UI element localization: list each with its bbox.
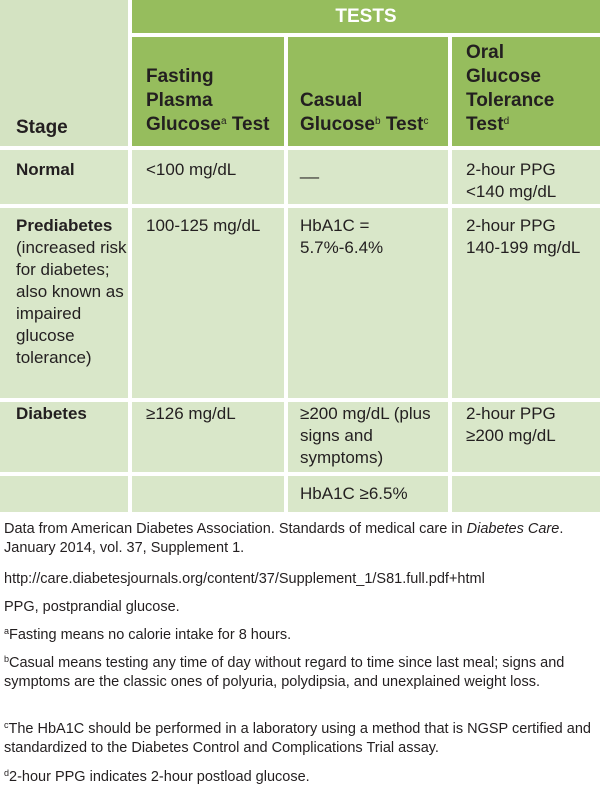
header-fpg-tail: Test (226, 114, 270, 135)
note-source-journal: Diabetes Care (466, 521, 560, 537)
fn-c-text: The HbA1C should be performed in a laboratory using a method that is NGSP certified and standardized to the Diabetes Control and Complications Trial assay. (4, 721, 591, 756)
header-fpg-sup: a (220, 116, 227, 127)
row-sep (0, 398, 600, 402)
fn-a-text: Fasting means no calorie intake for 8 hours. (9, 627, 292, 643)
header-band-sep (132, 33, 600, 37)
header-stage: Stage (16, 117, 68, 138)
row-normal-ogtt: 2-hour PPG <140 mg/dL (466, 160, 557, 201)
fn-c-mark: c (4, 720, 9, 730)
fn-b-mark: b (4, 654, 10, 664)
header-casual-sup: b (374, 116, 381, 127)
row-sep (0, 146, 600, 150)
row-normal-stage: Normal (16, 160, 75, 179)
note-footnote-b (4, 654, 596, 692)
tests-group-header: TESTS (335, 6, 397, 27)
note-ppg: PPG, postprandial glucose. (4, 599, 180, 615)
note-source-b: . January 2014, vol. 37, Supplement 1. (4, 521, 564, 556)
header-ogtt (466, 41, 576, 137)
col-sep (284, 33, 288, 512)
note-footnote-d (4, 768, 596, 787)
note-source-a: Data from American Diabetes Association. Standards of medical care in (4, 521, 467, 537)
header-ogtt-text: Oral Glucose Tolerance Test (466, 42, 555, 135)
row-prediabetes-stage-name: Prediabetes (16, 216, 113, 235)
row-prediabetes-stage-note: (increased risk for diabetes; also known as impaired glucose tolerance) (16, 238, 127, 367)
row-prediabetes-fpg: 100-125 mg/dL (146, 216, 261, 235)
col-sep (448, 33, 452, 512)
note-source (4, 520, 596, 558)
note-footnote-a (4, 626, 596, 645)
row-normal-fpg: <100 mg/dL (146, 160, 237, 179)
row-prediabetes-ogtt: 2-hour PPG 140-199 mg/dL (466, 216, 581, 257)
row-diabetes-stage: Diabetes (16, 404, 87, 423)
fn-d-mark: d (4, 768, 10, 778)
header-fpg-text: Fasting Plasma Glucose (146, 66, 221, 135)
row-diabetes-ogtt: 2-hour PPG ≥200 mg/dL (466, 404, 556, 445)
row-prediabetes-stage (16, 215, 128, 369)
header-ogtt-sup: d (503, 116, 510, 127)
note-footnote-c (4, 720, 596, 758)
row-diabetes-fpg: ≥126 mg/dL (146, 404, 236, 423)
header-fpg (146, 65, 276, 137)
row-sep (0, 204, 600, 208)
fn-a-mark: a (4, 626, 10, 636)
fn-b-text: Casual means testing any time of day without regard to time since last meal; signs and symptoms are the classic ones of polyuria, polydipsia, and unexplained weight loss. (4, 655, 565, 690)
header-casual (300, 89, 446, 137)
col-sep (128, 0, 132, 512)
fn-d-text: 2-hour PPG indicates 2-hour postload glucose. (9, 769, 310, 785)
header-casual-sup2: c (423, 116, 429, 127)
row-diabetes-casual: ≥200 mg/dL (plus signs and symptoms) (300, 404, 431, 467)
row-normal-casual: __ (300, 160, 319, 179)
row-prediabetes-casual: HbA1C = 5.7%-6.4% (300, 216, 384, 257)
note-url: http://care.diabetesjournals.org/content/37/Supplement_1/S81.full.pdf+html (4, 571, 485, 587)
header-casual-text: Casual Glucose (300, 90, 375, 135)
row-extra-casual: HbA1C ≥6.5% (300, 484, 408, 503)
row-sep (0, 472, 600, 476)
header-casual-tail: Test (380, 114, 424, 135)
